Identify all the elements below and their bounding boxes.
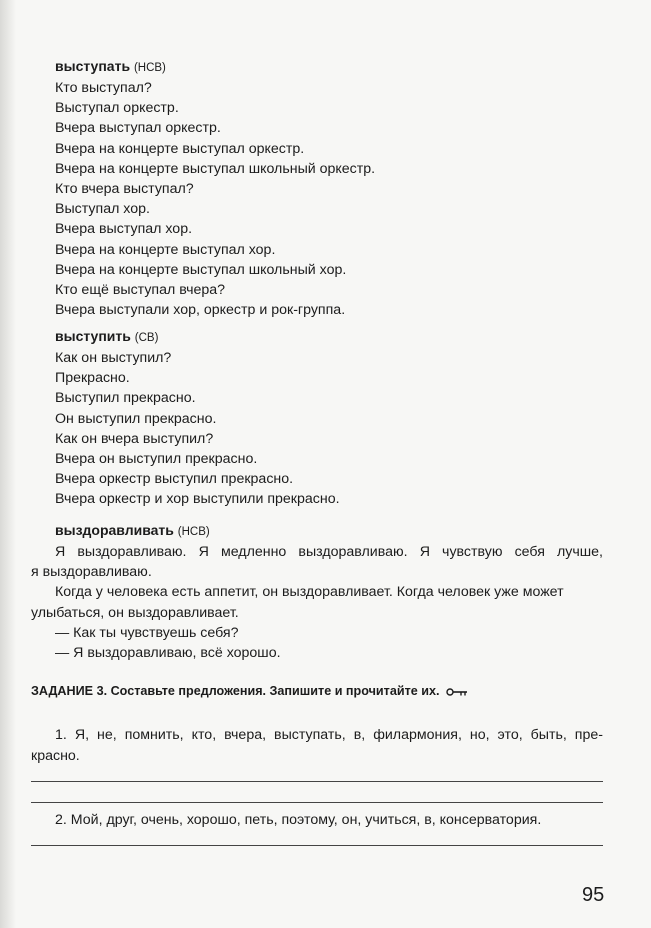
example-line: Кто выступал? [55, 80, 152, 96]
example-line: Вчера на концерте выступал школьный оркестр. [55, 160, 376, 177]
section-vystupat [55, 56, 605, 320]
example-line: Вчера оркестр и хор выступили прекрасно. [55, 491, 340, 508]
example-line: Он выступил прекрасно. [55, 410, 217, 427]
example-line: Вчера на концерте выступал хор. [55, 241, 276, 258]
task-label: ЗАДАНИЕ 3. [31, 684, 108, 698]
page-edge-shadow [0, 0, 16, 928]
exercise-1-line: 1. Я, не, помнить, кто, вчера, выступать, в, филармония, но, это, быть, пре- [55, 727, 603, 743]
dialog-line: — Как ты чувствуешь себя? [55, 624, 239, 641]
heading-aspect: (СВ) [134, 332, 159, 344]
page-number: 95 [582, 884, 605, 906]
exercise-1-line-cont: красно. [31, 748, 80, 764]
paragraph-line: Когда у человека есть аппетит, он выздоравливает. Когда человек уже может [55, 584, 564, 601]
example-line: Кто вчера выступал? [55, 181, 194, 198]
example-line: Выступал хор. [55, 201, 150, 218]
example-line: Прекрасно. [55, 370, 130, 387]
example-line: Вчера на концерте выступал оркестр. [55, 140, 305, 157]
section-heading [55, 326, 605, 348]
example-line: Вчера оркестр выступил прекрасно. [55, 471, 294, 488]
example-lines [55, 78, 605, 320]
exercise-2-line: 2. Мой, друг, очень, хорошо, петь, поэтому, он, учиться, в, консерватория. [55, 812, 542, 828]
example-line: Вчера он выступил прекрасно. [55, 451, 258, 468]
example-line: Вчера выступали хор, оркестр и рок-группа. [55, 302, 346, 319]
example-line: Вчера выступал оркестр. [55, 120, 221, 137]
heading-verb: выступить [55, 328, 131, 344]
heading-aspect: (НСВ) [133, 62, 166, 74]
dialog-line: — Я выздоравливаю, всё хорошо. [55, 645, 281, 662]
example-line: Выступал оркестр. [55, 100, 179, 117]
paragraph-line: я выздоравливаю. [31, 564, 152, 581]
heading-aspect: (НСВ) [177, 526, 210, 538]
section-vyzdoravlivat [31, 520, 603, 663]
section-heading [55, 56, 605, 78]
example-lines [55, 348, 605, 510]
section-vystupit [55, 326, 605, 510]
answer-line[interactable] [31, 845, 603, 846]
heading-verb: выступать [55, 58, 131, 74]
section-heading [31, 520, 603, 542]
paragraph-line: Я выздоравливаю. Я медленно выздоравливаю. Я чувствую себя лучше, [55, 544, 603, 560]
example-line: Выступил прекрасно. [55, 390, 196, 407]
answer-line[interactable] [31, 802, 603, 803]
example-line: Как он вчера выступил? [55, 430, 214, 447]
example-line: Вчера на концерте выступал школьный хор. [55, 261, 347, 278]
task-instruction: Составьте предложения. Запишите и прочитайте их. [110, 684, 440, 698]
paragraph-line: улыбаться, он выздоравливает. [31, 604, 239, 621]
example-line: Как он выступил? [55, 350, 172, 366]
key-icon [446, 688, 468, 696]
example-line: Кто ещё выступал вчера? [55, 282, 226, 299]
answer-line[interactable] [31, 781, 603, 782]
example-line: Вчера выступал хор. [55, 221, 193, 238]
task-heading [31, 682, 468, 700]
heading-verb: выздоравливать [55, 522, 174, 538]
